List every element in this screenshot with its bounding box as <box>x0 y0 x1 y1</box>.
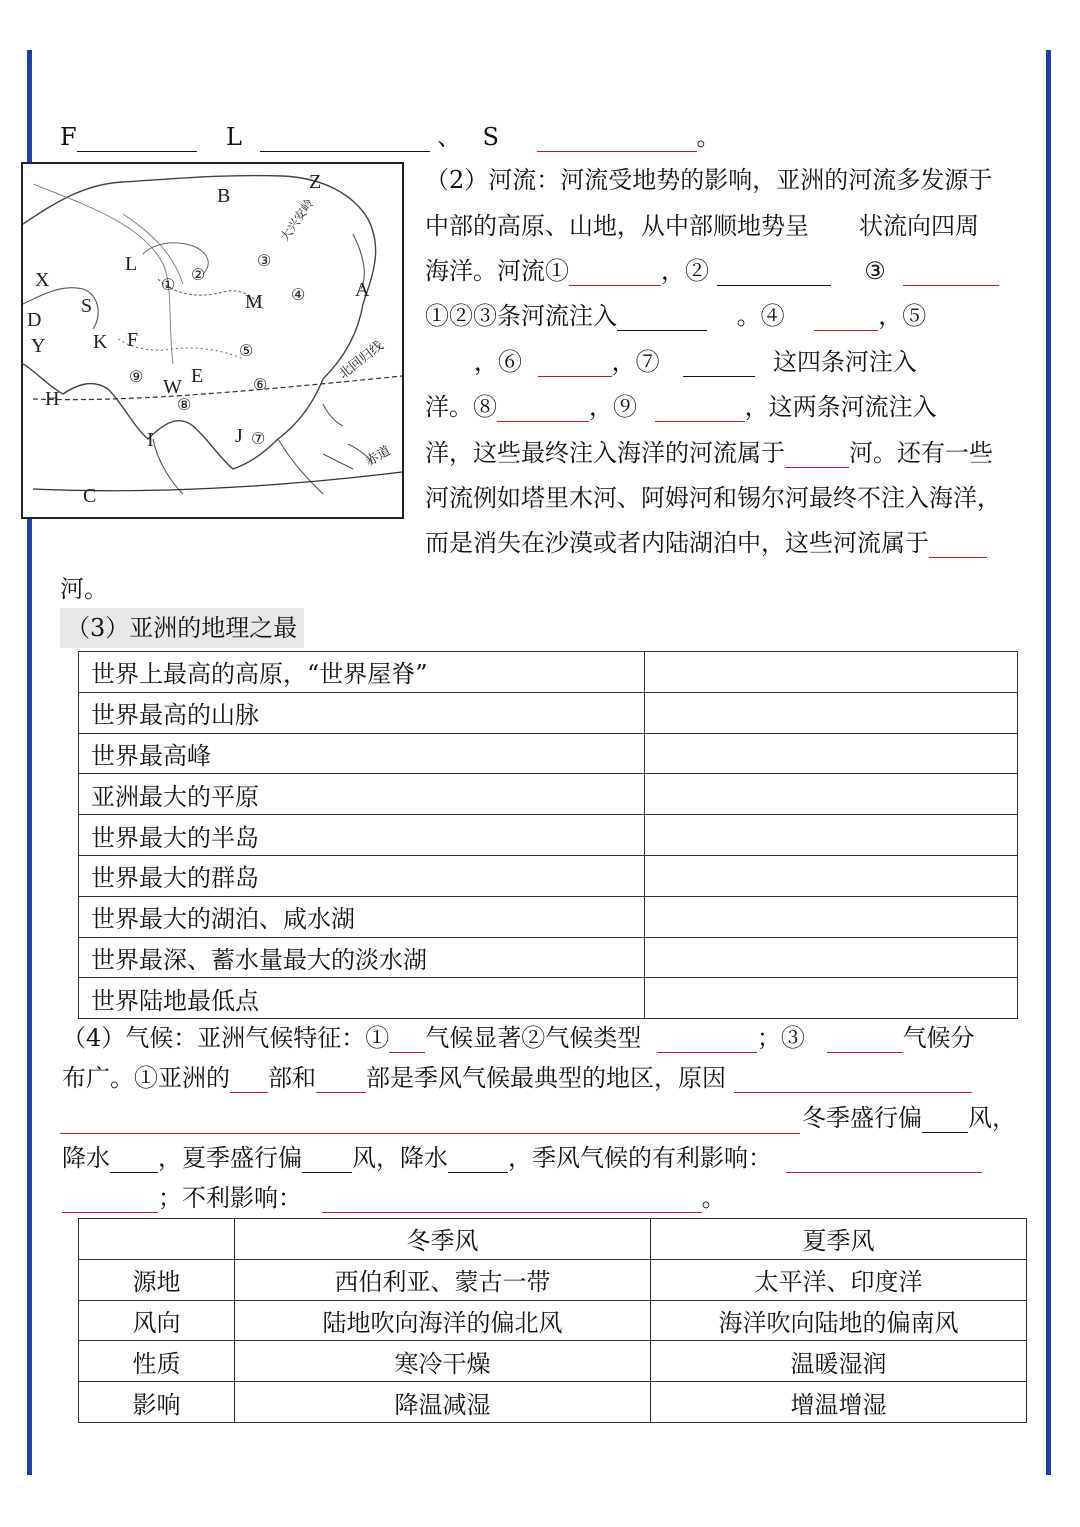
river-line-6c: ，这两条河流注入 <box>744 393 937 421</box>
climate-line-1a: （4）气候：亚洲气候特征：① <box>62 1024 390 1052</box>
table-row <box>79 733 1018 774</box>
header-cell <box>79 1219 235 1260</box>
record-answer[interactable] <box>645 733 1018 774</box>
record-label: 世界最高的山脉 <box>79 692 645 733</box>
blank-ocean-a[interactable] <box>617 305 707 331</box>
record-answer[interactable] <box>645 692 1018 733</box>
blank-river-7[interactable] <box>683 351 755 377</box>
river-line-3a: 海洋。河流① <box>425 257 569 285</box>
monsoon-table <box>78 1218 1027 1423</box>
fls-line <box>60 122 721 152</box>
summer-cell: 增温增湿 <box>651 1382 1027 1423</box>
record-label: 世界上最高的高原，“世界屋脊” <box>79 652 645 693</box>
river-line-5a: ，⑥ <box>474 348 522 376</box>
right-border-bar <box>1046 50 1051 1475</box>
river-line-1: （2）河流：河流受地势的影响，亚洲的河流多发源于 <box>425 166 993 194</box>
river-line-4 <box>425 301 926 331</box>
map-letter-j: J <box>235 425 243 447</box>
map-letter-m: M <box>245 291 263 313</box>
map-letter-k: K <box>93 331 108 353</box>
river-line-5c: 这四条河注入 <box>772 348 917 376</box>
map-river-6: ⑥ <box>253 377 268 394</box>
record-answer[interactable] <box>645 774 1018 815</box>
summer-cell: 海洋吹向陆地的偏南风 <box>651 1300 1027 1341</box>
blank-reason-cont[interactable] <box>60 1108 800 1134</box>
climate-line-1 <box>62 1023 975 1053</box>
river-line-7b: 河。还有一些 <box>849 439 993 467</box>
climate-line-5 <box>62 1183 726 1213</box>
blank-outflow[interactable] <box>785 442 849 468</box>
blank-summer-wind[interactable] <box>302 1147 352 1173</box>
blank-river-6[interactable] <box>538 351 612 377</box>
record-label: 世界最大的半岛 <box>79 815 645 856</box>
river-line-3b: ，② <box>661 257 709 285</box>
map-river-1: ① <box>161 277 176 294</box>
record-label: 亚洲最大的平原 <box>79 774 645 815</box>
blank-s[interactable] <box>537 126 697 152</box>
winter-cell: 陆地吹向海洋的偏北风 <box>235 1300 651 1341</box>
climate-line-4c: 风，降水 <box>352 1144 448 1172</box>
climate-line-1d: 气候分 <box>902 1024 975 1052</box>
climate-line-3 <box>802 1103 1016 1133</box>
winter-cell: 降温减湿 <box>235 1382 651 1423</box>
record-label: 世界最高峰 <box>79 733 645 774</box>
climate-line-2c: 部是季风气候最典型的地区，原因 <box>366 1064 726 1092</box>
river-line-3c: ③ <box>864 257 886 285</box>
climate-line-4b: ，夏季盛行偏 <box>158 1144 302 1172</box>
table-row <box>79 896 1018 937</box>
blank-river-4[interactable] <box>814 305 878 331</box>
river-line-2b: 状流向四周 <box>859 212 979 240</box>
separator: 、 <box>437 123 462 151</box>
map-river-9: ⑨ <box>129 369 144 386</box>
geo-records-table <box>78 651 1018 1019</box>
river-line-5 <box>474 347 917 377</box>
summer-cell: 太平洋、印度洋 <box>651 1259 1027 1300</box>
map-letter-l: L <box>125 253 138 275</box>
blank-river-3[interactable] <box>903 260 999 286</box>
table-row <box>79 855 1018 896</box>
map-equator-label: 赤道 <box>362 442 393 469</box>
river-line-10: 河。 <box>60 575 108 603</box>
river-line-4c: ，⑤ <box>878 302 927 330</box>
winter-cell: 寒冷干燥 <box>235 1341 651 1382</box>
map-letter-w: W <box>163 376 182 398</box>
climate-line-5b: 。 <box>701 1184 726 1212</box>
map-river-5: ⑤ <box>239 343 254 360</box>
climate-line-4a: 降水 <box>62 1144 110 1172</box>
map-river-3: ③ <box>257 253 272 270</box>
blank-river-9[interactable] <box>655 396 745 422</box>
map-letter-x: X <box>35 269 50 291</box>
climate-line-2b: 部和 <box>268 1064 316 1092</box>
header-cell: 夏季风 <box>651 1219 1027 1260</box>
map-letter-s: S <box>81 295 93 317</box>
blank-climate-2[interactable] <box>657 1027 757 1053</box>
river-line-9a: 而是消失在沙漠或者内陆湖泊中，这些河流属于 <box>425 529 929 557</box>
map-drawing <box>23 164 402 517</box>
map-tropic-label: 北回归线 <box>335 337 386 382</box>
climate-line-1c: ；③ <box>756 1024 805 1052</box>
river-line-8: 河流例如塔里木河、阿姆河和锡尔河最终不注入海洋， <box>425 484 1001 512</box>
river-line-2a: 中部的高原、山地，从中部顺地势呈 <box>425 212 809 240</box>
table-row <box>79 815 1018 856</box>
header-cell: 冬季风 <box>235 1219 651 1260</box>
label-f: F <box>60 123 77 151</box>
river-line-7 <box>425 438 993 468</box>
label-s: S <box>482 123 499 151</box>
table-row <box>79 978 1018 1019</box>
winter-cell: 西伯利亚、蒙古一带 <box>235 1259 651 1300</box>
blank-winter-rain[interactable] <box>110 1147 158 1173</box>
record-answer[interactable] <box>645 855 1018 896</box>
record-label: 世界陆地最低点 <box>79 978 645 1019</box>
row-label: 源地 <box>79 1259 235 1300</box>
map-letter-y: Y <box>31 335 46 357</box>
climate-line-1b: 气候显著②气候类型 <box>425 1024 642 1052</box>
table-row <box>79 774 1018 815</box>
table-row <box>79 1341 1027 1382</box>
summer-cell: 温暖湿润 <box>651 1341 1027 1382</box>
record-answer[interactable] <box>645 937 1018 978</box>
river-line-4b: 。④ <box>736 302 785 330</box>
row-label: 性质 <box>79 1341 235 1382</box>
map-letter-a: A <box>355 279 370 301</box>
blank-f[interactable] <box>77 126 197 152</box>
river-line-6a: 洋。⑧ <box>425 393 497 421</box>
blank-l[interactable] <box>260 126 430 152</box>
river-line-2 <box>425 211 979 241</box>
label-l: L <box>225 123 242 151</box>
table-row <box>79 692 1018 733</box>
map-river-7: ⑦ <box>251 431 266 448</box>
blank-reason[interactable] <box>734 1067 972 1093</box>
blank-river-1[interactable] <box>569 260 661 286</box>
map-river-4: ④ <box>291 287 306 304</box>
blank-shape[interactable] <box>809 215 859 241</box>
table-row <box>79 1300 1027 1341</box>
section3-title: （3）亚洲的地理之最 <box>60 608 304 648</box>
table-row <box>79 1259 1027 1300</box>
map-river-8: ⑧ <box>177 397 192 414</box>
climate-line-3a: 冬季盛行偏 <box>802 1104 922 1132</box>
blank-climate-3[interactable] <box>827 1027 903 1053</box>
river-line-3 <box>425 256 999 286</box>
map-letter-h: H <box>45 388 60 410</box>
table-header-row <box>79 1219 1027 1260</box>
climate-line-2a: 布广。①亚洲的 <box>62 1064 230 1092</box>
river-line-4a: ①②③条河流注入 <box>425 302 617 330</box>
climate-line-3b: 风， <box>968 1104 1016 1132</box>
river-line-7a: 洋，这些最终注入海洋的河流属于 <box>425 439 785 467</box>
record-label: 世界最大的湖泊、咸水湖 <box>79 896 645 937</box>
record-answer[interactable] <box>645 815 1018 856</box>
record-answer[interactable] <box>645 896 1018 937</box>
record-answer[interactable] <box>645 978 1018 1019</box>
climate-line-5a: ；不利影响： <box>158 1184 302 1212</box>
climate-line-4d: ，季风气候的有利影响： <box>508 1144 772 1172</box>
blank-benefit[interactable] <box>786 1147 982 1173</box>
river-line-6 <box>425 392 937 422</box>
map-letter-z: Z <box>309 171 322 193</box>
row-label: 影响 <box>79 1382 235 1423</box>
map-letter-b: B <box>217 185 231 207</box>
map-river-2: ② <box>191 267 206 284</box>
climate-line-2 <box>62 1063 972 1093</box>
map-mountain-label: 大兴安岭 <box>277 196 317 244</box>
map-letter-e: E <box>191 365 204 387</box>
blank-climate-1[interactable] <box>389 1027 425 1053</box>
map-letter-f: F <box>127 329 139 351</box>
blank-summer-rain[interactable] <box>448 1147 508 1173</box>
blank-river-2[interactable] <box>717 260 831 286</box>
table-row <box>79 937 1018 978</box>
blank-river-8[interactable] <box>497 396 589 422</box>
blank-region-2[interactable] <box>316 1067 366 1093</box>
record-label: 世界最大的群岛 <box>79 855 645 896</box>
map-letter-d: D <box>27 309 42 331</box>
river-line-5b: ，⑦ <box>611 348 660 376</box>
map-letter-i: I <box>147 429 154 451</box>
blank-region-1[interactable] <box>230 1067 268 1093</box>
fls-end: 。 <box>696 123 721 151</box>
record-label: 世界最深、蓄水量最大的淡水湖 <box>79 937 645 978</box>
blank-benefit-cont[interactable] <box>62 1187 158 1213</box>
record-answer[interactable] <box>645 652 1018 693</box>
blank-winter-wind[interactable] <box>922 1107 968 1133</box>
table-row <box>79 1382 1027 1423</box>
blank-harm[interactable] <box>322 1187 702 1213</box>
river-line-9 <box>425 528 987 558</box>
asia-map <box>21 162 404 519</box>
table-row <box>79 652 1018 693</box>
map-letter-c: C <box>83 485 97 507</box>
river-line-6b: ，⑨ <box>589 393 637 421</box>
climate-line-4 <box>62 1143 982 1173</box>
blank-inland[interactable] <box>929 532 987 558</box>
row-label: 风向 <box>79 1300 235 1341</box>
